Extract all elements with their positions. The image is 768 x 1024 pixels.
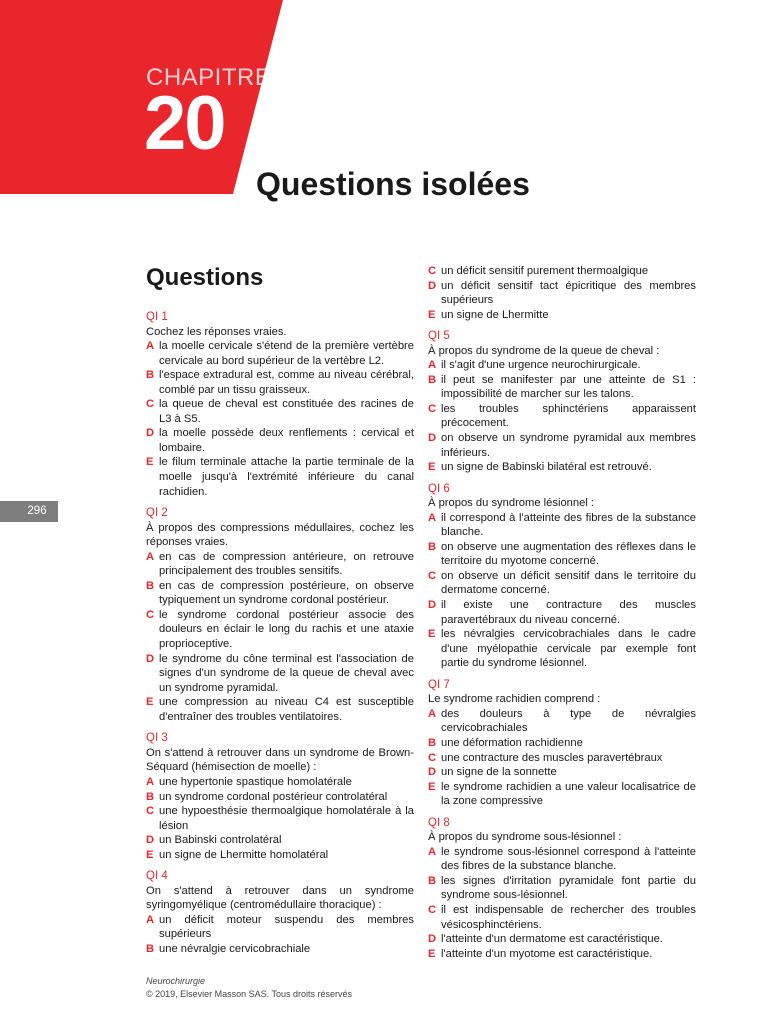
question-stem: À propos des compressions médullaires, cochez les réponses vraies.: [146, 521, 414, 549]
option-text: une compression au niveau C4 est susceptible d'entraîner des troubles ventilatoires.: [159, 696, 414, 723]
option-letter: C: [428, 265, 437, 277]
answer-option: [428, 765, 696, 780]
question-id: QI 5: [428, 330, 450, 343]
answer-option: [428, 540, 696, 569]
option-letter: A: [146, 775, 155, 788]
question-block: [428, 816, 696, 961]
option-letter: D: [146, 652, 155, 665]
option-letter: B: [428, 874, 437, 887]
option-text: les troubles sphinctériens apparaissent précocement.: [441, 402, 696, 430]
option-text: il existe une contracture des muscles paravertébraux du niveau concerné.: [441, 599, 696, 626]
answer-option: [146, 833, 414, 848]
option-text: on observe un syndrome pyramidal aux membres inférieurs.: [441, 432, 696, 459]
question-block: [428, 264, 696, 322]
option-text: une névralgie cervicobrachiale: [159, 942, 311, 955]
question-stem: Le syndrome rachidien comprend :: [428, 693, 601, 706]
option-text: le syndrome rachidien a une valeur localisatrice de la zone compressive: [441, 780, 696, 808]
option-text: les névralgies cervicobrachiales dans le cadre d'une myélopathie cervicale par exemple font partie du syndrome lésionnel.: [441, 628, 696, 670]
option-letter: E: [146, 848, 154, 861]
answer-option: [428, 751, 696, 766]
chapter-label: CHAPITRE: [146, 64, 272, 91]
option-text: l'atteinte d'un myotome est caractéristique.: [441, 947, 653, 960]
option-letter: E: [146, 456, 154, 469]
option-letter: B: [428, 373, 437, 386]
option-text: la moelle cervicale s'étend de la première vertèbre cervicale au bord supérieur de la vertèbre L2.: [159, 340, 414, 367]
option-letter: A: [146, 913, 155, 926]
option-text: on observe un déficit sensitif dans le territoire du dermatome concerné.: [441, 569, 696, 597]
option-text: l'atteinte d'un dermatome est caractéristique.: [441, 933, 663, 946]
option-text: la moelle possède deux renflements : cervical et lombaire.: [159, 427, 414, 454]
answer-option: [428, 707, 696, 736]
footer: [146, 975, 352, 1001]
option-text: il peut se manifester par une atteinte de S1 : impossibilité de marcher sur les talons.: [441, 373, 696, 401]
option-letter: D: [428, 599, 437, 612]
option-letter: D: [146, 834, 155, 847]
answer-option: [146, 426, 414, 455]
option-letter: E: [146, 696, 154, 709]
question-stem: À propos du syndrome sous-lésionnel :: [428, 831, 622, 844]
option-text: un Babinski controlatéral: [159, 834, 282, 847]
question-block: [428, 329, 696, 474]
question-id: QI 7: [428, 678, 450, 691]
option-letter: D: [146, 427, 155, 440]
option-text: il s'agit d'une urgence neurochirurgicale.: [441, 359, 641, 372]
answer-option: [146, 455, 414, 499]
option-letter: D: [428, 432, 437, 445]
answer-option: [146, 397, 414, 426]
answer-option: [146, 368, 414, 397]
option-text: la queue de cheval est constituée des racines de L3 à S5.: [159, 398, 414, 425]
option-text: le syndrome sous-lésionnel correspond à l'atteinte des fibres de la substance blanche.: [441, 845, 696, 873]
question-block: [146, 869, 414, 956]
option-text: on observe une augmentation des réflexes dans le territoire du myotome concerné.: [441, 540, 696, 568]
answer-option: [428, 460, 696, 475]
answer-option: [428, 903, 696, 932]
answer-option: [146, 942, 414, 957]
option-letter: D: [428, 279, 437, 292]
option-letter: C: [146, 805, 155, 818]
answer-option: [146, 790, 414, 805]
answer-option: [428, 308, 696, 323]
option-letter: A: [428, 845, 437, 858]
answer-option: [428, 511, 696, 540]
answer-option: [428, 845, 696, 874]
option-letter: D: [428, 766, 437, 779]
option-text: une contracture des muscles paravertébraux: [441, 751, 663, 764]
option-letter: B: [146, 942, 155, 955]
option-text: un déficit sensitif tact épicritique des membres supérieurs: [441, 279, 696, 307]
answer-option: [146, 339, 414, 368]
question-block: [146, 731, 414, 862]
option-text: en cas de compression antérieure, on retrouve principalement des troubles sensitifs.: [159, 550, 414, 578]
question-stem: On s'attend à retrouver dans un syndrome de Brown-Séquard (hémisection de moelle) :: [146, 746, 414, 774]
option-letter: A: [146, 340, 155, 353]
answer-option: [428, 431, 696, 460]
answer-option: [146, 579, 414, 608]
option-letter: A: [428, 707, 437, 720]
option-text: une déformation rachidienne: [441, 736, 583, 749]
question-id: QI 3: [146, 732, 168, 745]
question-block: [428, 482, 696, 671]
option-letter: D: [428, 933, 437, 946]
answer-option: [146, 848, 414, 863]
option-text: un signe de la sonnette: [441, 766, 557, 779]
answer-option: [428, 874, 696, 903]
right-column: [428, 264, 696, 968]
question-block: [146, 310, 414, 499]
answer-option: [428, 780, 696, 809]
option-letter: C: [428, 402, 437, 415]
question-id: QI 8: [428, 816, 450, 829]
option-letter: E: [428, 308, 436, 321]
option-letter: C: [146, 398, 155, 411]
answer-option: [146, 695, 414, 724]
answer-option: [146, 804, 414, 833]
footer-journal: Neurochirurgie: [146, 976, 206, 986]
section-title: Questions: [146, 264, 264, 291]
option-text: un syndrome cordonal postérieur controlatéral: [159, 790, 388, 803]
answer-option: [428, 402, 696, 431]
option-letter: C: [428, 569, 437, 582]
answer-option: [146, 652, 414, 696]
chapter-number: 20: [144, 81, 225, 166]
footer-copyright: © 2019, Elsevier Masson SAS. Tous droits réservés: [146, 989, 353, 999]
option-letter: E: [428, 461, 436, 474]
answer-option: [428, 279, 696, 308]
question-id: QI 1: [146, 311, 168, 323]
option-text: le syndrome du cône terminal est l'association de signes d'un syndrome de la queue de cheval avec un syndrome pyramidal.: [159, 652, 414, 694]
option-letter: C: [146, 608, 155, 621]
answer-option: [428, 373, 696, 402]
option-text: les signes d'irritation pyramidale font partie du syndrome sous-lésionnel.: [441, 874, 696, 902]
option-text: une hypoesthésie thermoalgique homolatérale à la lésion: [159, 805, 414, 832]
option-text: l'espace extradural est, comme au niveau cérébral, comblé par un tissu graisseux.: [159, 369, 414, 396]
option-text: le filum terminale attache la partie terminale de la moelle jusqu'à l'extrémité inférieure du canal rachidien.: [159, 456, 414, 498]
option-text: un déficit moteur suspendu des membres supérieurs: [159, 913, 414, 941]
question-id: QI 6: [428, 482, 450, 495]
answer-option: [146, 913, 414, 942]
option-text: des douleurs à type de névralgies cervicobrachiales: [441, 707, 696, 735]
answer-option: [428, 358, 696, 373]
answer-option: [428, 264, 696, 279]
option-letter: B: [146, 579, 155, 592]
answer-option: [428, 932, 696, 947]
answer-option: [146, 550, 414, 579]
answer-option: [428, 598, 696, 627]
option-letter: A: [428, 359, 437, 372]
answer-option: [146, 775, 414, 790]
option-letter: C: [428, 903, 437, 916]
page-number-tab: 296: [0, 501, 58, 522]
question-block: [146, 506, 414, 724]
answer-option: [428, 947, 696, 962]
question-block: [428, 678, 696, 809]
chapter-title: Questions isolées: [256, 166, 530, 202]
option-text: un déficit sensitif purement thermoalgique: [441, 265, 649, 277]
option-letter: C: [428, 751, 437, 764]
option-text: un signe de Lhermitte: [441, 308, 549, 321]
option-text: un signe de Lhermitte homolatéral: [159, 848, 329, 861]
answer-option: [146, 608, 414, 652]
left-column: [146, 310, 414, 964]
option-letter: B: [428, 540, 437, 553]
option-letter: B: [146, 790, 155, 803]
option-letter: E: [428, 628, 436, 641]
answer-option: [428, 736, 696, 751]
option-letter: A: [428, 511, 437, 524]
question-stem: Cochez les réponses vraies.: [146, 325, 287, 338]
option-letter: A: [146, 550, 155, 563]
option-text: il correspond à l'atteinte des fibres de la substance blanche.: [441, 511, 696, 539]
option-letter: B: [146, 369, 155, 382]
question-id: QI 2: [146, 507, 168, 520]
question-stem: À propos du syndrome de la queue de cheval :: [428, 344, 660, 357]
option-text: le syndrome cordonal postérieur associe des douleurs en éclair le long du rachis et une ataxie proprioceptive.: [159, 608, 414, 651]
answer-option: [428, 627, 696, 671]
option-text: une hypertonie spastique homolatérale: [159, 775, 352, 788]
answer-option: [428, 569, 696, 598]
option-letter: E: [428, 947, 436, 960]
option-text: il est indispensable de rechercher des troubles vésicosphinctériens.: [441, 903, 696, 931]
question-stem: On s'attend à retrouver dans un syndrome syringomyélique (centromédullaire thoracique) :: [146, 884, 414, 912]
option-letter: E: [428, 780, 436, 793]
option-text: en cas de compression postérieure, on observe typiquement un syndrome cordonal postérieur.: [159, 579, 414, 607]
option-letter: B: [428, 736, 437, 749]
option-text: un signe de Babinski bilatéral est retrouvé.: [441, 461, 652, 474]
question-id: QI 4: [146, 870, 168, 883]
question-stem: À propos du syndrome lésionnel :: [428, 497, 595, 510]
